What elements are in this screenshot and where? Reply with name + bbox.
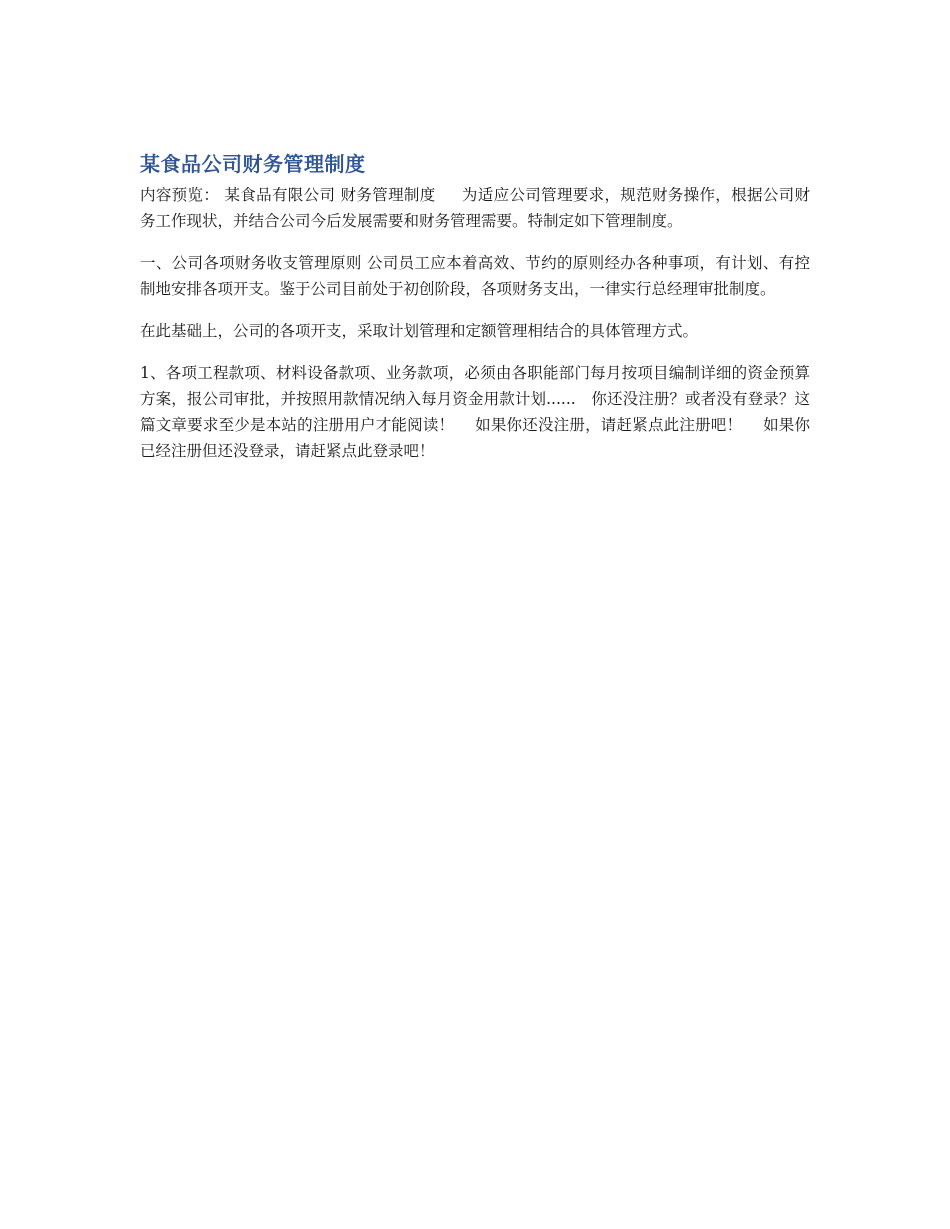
management-method-paragraph: 在此基础上，公司的各项开支，采取计划管理和定额管理相结合的具体管理方式。 — [140, 322, 699, 340]
preview-paragraph: 内容预览： 某食品有限公司 财务管理制度 为适应公司管理要求，规范财务操作，根据公司财务工作现状，并结合公司今后发展需要和财务管理需要。特制定如下管理制度。 — [140, 186, 810, 230]
document-title: 某食品公司财务管理制度 — [140, 152, 366, 176]
document-content — [140, 150, 810, 480]
budget-paragraph: 1、各项工程款项、材料设备款项、业务款项，必须由各职能部门每月按项目编制详细的资金预算方案，报公司审批，并按照用款情况纳入每月资金用款计划...... 你还没注册？或者没有登录？这篇文章要求至少是本站的注册用户才能阅读！ 如果你还没注册，请赶紧点此注册吧！ 如果你已经注册但还没登录，请赶紧点此登录吧！ — [140, 364, 810, 460]
principle-paragraph: 一、公司各项财务收支管理原则 公司员工应本着高效、节约的原则经办各种事项，有计划、有控制地安排各项开支。鉴于公司目前处于初创阶段，各项财务支出，一律实行总经理审批制度。 — [140, 254, 810, 298]
